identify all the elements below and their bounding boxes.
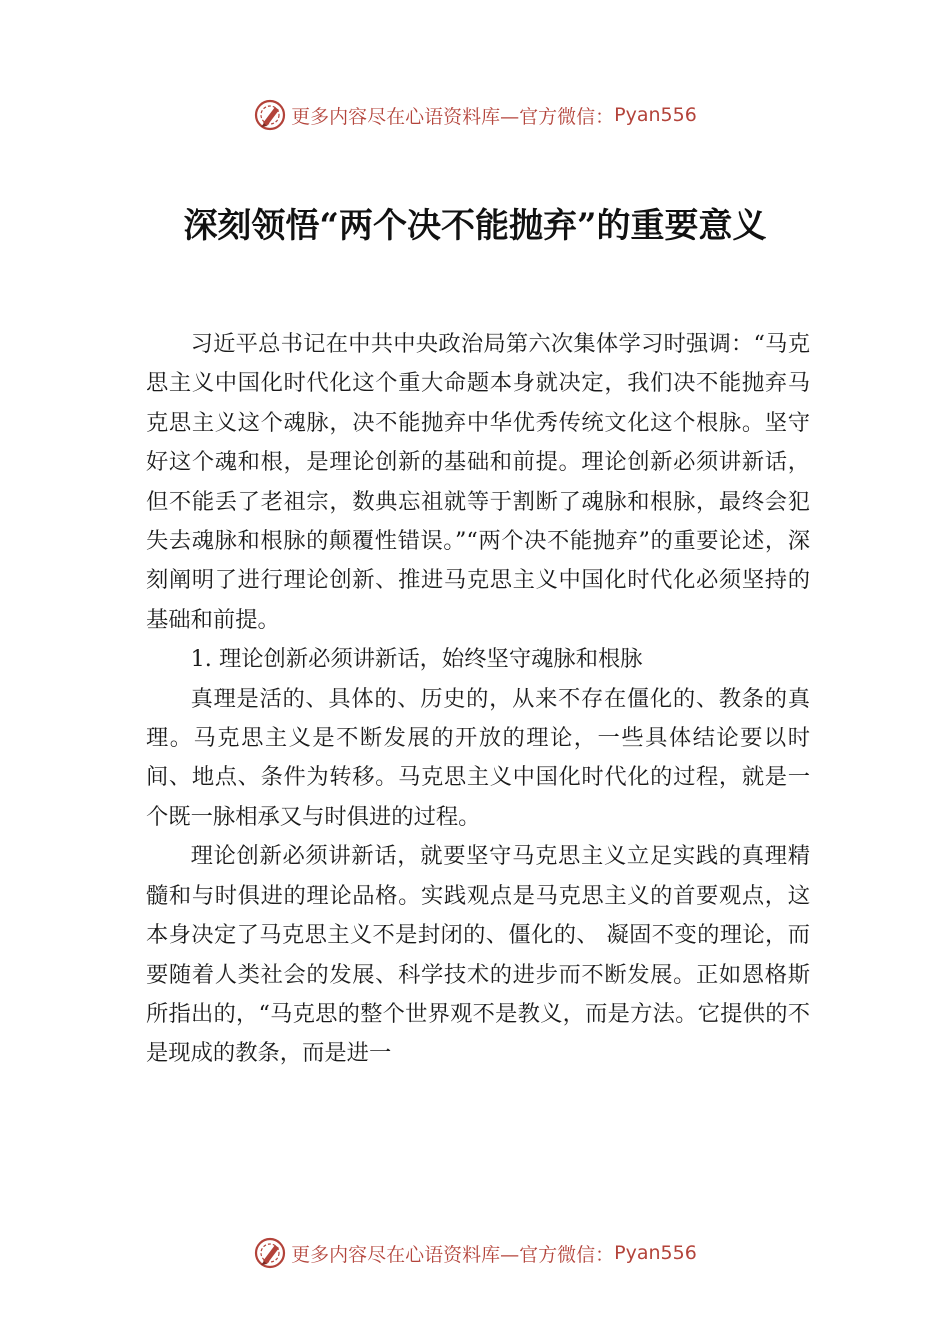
document-body <box>146 325 810 1074</box>
footer-wechat-id: Pyan556 <box>614 1242 697 1264</box>
pen-nib-seal-icon <box>253 1236 287 1270</box>
paragraph-3: 理论创新必须讲新话，就要坚守马克思主义立足实践的真理精髓和与时俱进的理论品格。实践观点是马克思主义的首要观点，这本身决定了马克思主义不是封闭的、僵化的、 凝固不变的理论，而要随着人类社会的发展、科学技术的进步而不断发展。正如恩格斯所指出的，“马克思的整个世界观不是教义，而是方法。它提供的不是现成的教条，而是进一 <box>146 843 810 1067</box>
header-banner-text: 更多内容尽在心语资料库—官方微信： <box>291 105 615 128</box>
footer-banner <box>0 1233 950 1273</box>
paragraph-intro: 习近平总书记在中共中央政治局第六次集体学习时强调：“马克思主义中国化时代化这个重大命题本身就决定，我们决不能抛弃马克思主义这个魂脉，决不能抛弃中华优秀传统文化这个根脉。坚守好这个魂和根，是理论创新的基础和前提。理论创新必须讲新话，但不能丢了老祖宗，数典忘祖就等于割断了魂脉和根脉，最终会犯失去魂脉和根脉的颠覆性错误。”“两个决不能抛弃”的重要论述，深刻阐明了进行理论创新、推进马克思主义中国化时代化必须坚持的基础和前提。 <box>146 331 810 633</box>
header-wechat-id: Pyan556 <box>614 104 697 126</box>
paragraph-2: 真理是活的、具体的、历史的，从来不存在僵化的、教条的真理。马克思主义是不断发展的开放的理论，一些具体结论要以时间、地点、条件为转移。马克思主义中国化时代化的过程，就是一个既一脉相承又与时俱进的过程。 <box>146 685 810 830</box>
header-banner <box>0 95 950 135</box>
section-heading-1: 1. 理论创新必须讲新话，始终坚守魂脉和根脉 <box>190 646 643 673</box>
document-title: 深刻领悟“两个决不能抛弃”的重要意义 <box>183 206 767 246</box>
footer-banner-text: 更多内容尽在心语资料库—官方微信： <box>291 1243 615 1266</box>
pen-nib-seal-icon <box>253 98 287 132</box>
